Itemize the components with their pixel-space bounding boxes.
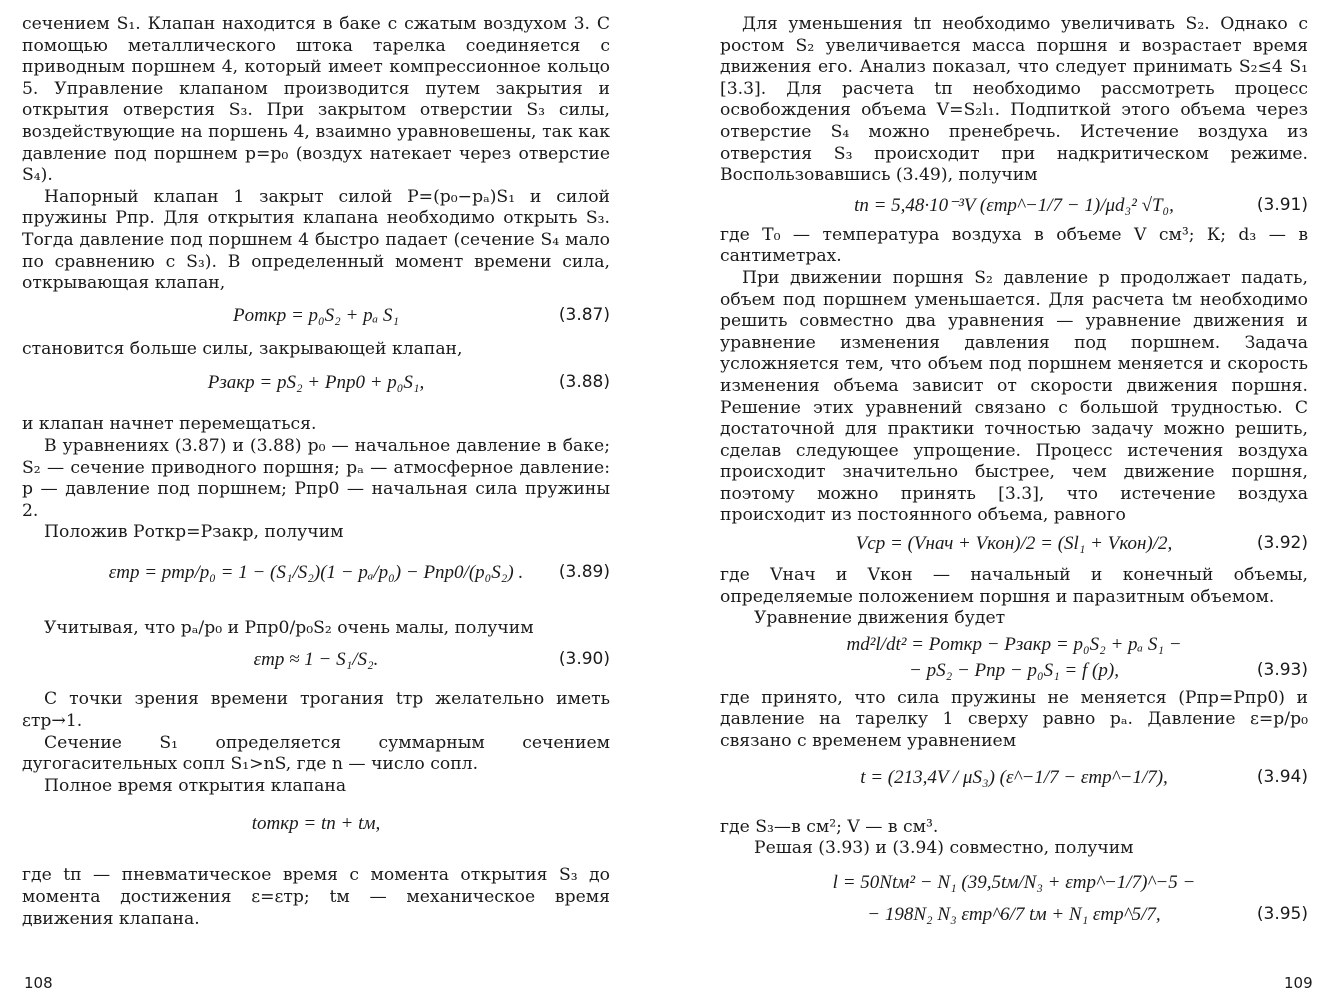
equation-body: − 198N₂ N₃ εтр^6/7 tм + N₁ εтр^5/7, <box>867 903 1161 925</box>
equation-3-90 <box>22 649 610 689</box>
equation-number: (3.89) <box>558 561 610 582</box>
equation-body: Pоткр = p₀S₂ + pₐ S₁ <box>233 304 399 326</box>
left-para-1: сечением S₁. Клапан находится в баке с сжатым воздухом 3. С помощью металлического штока тарелка соединяется с приводным поршнем 4, который имеет компрессионное кольцо 5. Управление клапаном производится путем закрытия и открытия отверстия S₃. При закрытом отверстии S₃ силы, воздействующие на поршень 4, взаимно уравновешены, так как давление под поршнем p=p₀ (воздух натекает через отверстие S₄). <box>22 14 610 186</box>
equation-3-93-line-2 <box>720 660 1308 688</box>
left-para-10: Полное время открытия клапана <box>44 775 347 796</box>
equation-3-87 <box>22 305 610 339</box>
right-para-6: где принято, что сила пружины не меняется (Pпр=Pпр0) и давление на тарелку 1 сверху равно pₐ. Давление ε=p/p₀ связано с временем уравнением <box>720 687 1308 752</box>
equation-3-91 <box>720 195 1308 225</box>
page-number-right: 109 <box>1284 974 1313 992</box>
right-para-3: При движении поршня S₂ давление p продолжает падать, объем под поршнем уменьшается. Для расчета tм необходимо решить совместно два уравнения — уравнение движения и уравнение изменения давления под поршнем. Задача усложняется тем, что объем под поршнем меняется и скорость изменения объема зависит от скорости движения поршня. Решение этих уравнений связано с большой трудностью. С достаточной для практики точностью задачу можно решить, сделав следующее упрощение. Процесс истечения воздуха происходит значительно быстрее, чем движение поршня, поэтому можно принять [3.3], что истечение воздуха происходит из постоянного объема, равного <box>720 267 1308 526</box>
equation-t-otkr <box>22 813 610 865</box>
equation-number: (3.94) <box>1256 766 1308 787</box>
right-para-8: Решая (3.93) и (3.94) совместно, получим <box>754 838 1134 859</box>
equation-number: (3.90) <box>558 649 610 670</box>
equation-3-88 <box>22 372 610 414</box>
equation-number: (3.88) <box>558 372 610 393</box>
equation-body: md²l/dt² = Pоткр − Pзакр = p₀S₂ + pₐ S₁ − <box>846 633 1182 655</box>
left-para-6: Положив Pоткр=Pзакр, получим <box>44 522 344 543</box>
right-para-4: где Vнач и Vкон — начальный и конечный объемы, определяемые положением поршня и паразитным объемом. <box>720 565 1308 607</box>
equation-number: (3.91) <box>1256 194 1308 215</box>
equation-3-93-line-1 <box>720 634 1308 660</box>
page-number-left: 108 <box>24 974 53 992</box>
left-para-11: где tп — пневматическое время с момента открытия S₃ до момента достижения ε=εтр; tм — механическое время движения клапана. <box>22 865 610 929</box>
left-para-2: Напорный клапан 1 закрыт силой P=(p₀−pₐ)S₁ и силой пружины Pпр. Для открытия клапана необходимо открыть S₃. Тогда давление под поршнем 4 быстро падает (сечение S₄ мало по сравнению с S₃). В определенный момент времени сила, открывающая клапан, <box>22 186 610 294</box>
equation-number: (3.95) <box>1256 903 1308 924</box>
right-page <box>720 14 1308 932</box>
equation-3-95-line-2 <box>720 904 1308 932</box>
left-para-7: Учитывая, что pₐ/p₀ и Pпр0/p₀S₂ очень малы, получим <box>44 617 534 638</box>
right-para-1: Для уменьшения tп необходимо увеличивать S₂. Однако с ростом S₂ увеличивается масса поршня и возрастает время движения его. Анализ показал, что следует принимать S₂≤4 S₁ [3.3]. Для расчета tп необходимо рассмотреть процесс освобождения объема V=S₂l₁. Подпиткой этого объема через отверстие S₄ можно пренебречь. Истечение воздуха из отверстия S₃ происходит при надкритическом режиме. Воспользовавшись (3.49), получим <box>720 14 1308 186</box>
equation-body: l = 50Ntм² − N₁ (39,5tм/N₃ + εтр^−1/7)^−5 − <box>832 871 1196 893</box>
equation-3-92 <box>720 533 1308 565</box>
equation-body: tоткр = tп + tм, <box>251 813 381 835</box>
left-para-8: С точки зрения времени трогания tтр желательно иметь εтр→1. <box>22 689 610 732</box>
left-para-4: и клапан начнет перемещаться. <box>22 414 317 435</box>
equation-body: tп = 5,48·10⁻³V (εтр^−1/7 − 1)/μd₃² √T₀, <box>854 194 1174 216</box>
equation-body: Vср = (Vнач + Vкон)/2 = (Sl₁ + Vкон)/2, <box>855 533 1173 555</box>
right-para-2: где T₀ — температура воздуха в объеме V см³; К; d₃ — в сантиметрах. <box>720 224 1308 267</box>
equation-body: εтр = pтр/p₀ = 1 − (S₁/S₂)(1 − pₐ/p₀) − Pпр0/(p₀S₂) . <box>108 561 524 583</box>
right-para-5: Уравнение движения будет <box>754 608 1006 629</box>
left-page <box>22 14 610 930</box>
left-para-3: становится больше силы, закрывающей клапан, <box>22 338 463 359</box>
equation-3-89 <box>22 562 610 618</box>
equation-number: (3.92) <box>1256 533 1308 554</box>
equation-body: t = (213,4V / μS₃) (ε^−1/7 − εтр^−1/7), <box>860 766 1168 788</box>
equation-body: εтр ≈ 1 − S₁/S₂. <box>253 649 379 671</box>
equation-3-95-line-1 <box>720 872 1308 900</box>
equation-number: (3.87) <box>558 304 610 325</box>
left-para-9: Сечение S₁ определяется суммарным сечением дугогасительных сопл S₁>nS, где n — число сопл. <box>22 732 610 775</box>
equation-3-94 <box>720 767 1308 817</box>
equation-number: (3.93) <box>1256 659 1308 680</box>
right-para-7: где S₃—в см²; V — в см³. <box>720 816 939 837</box>
left-para-5: В уравнениях (3.87) и (3.88) p₀ — начальное давление в баке; S₂ — сечение приводного поршня; pₐ — атмосферное давление: p — давление под поршнем; Pпр0 — начальная сила пружины 2. <box>22 435 610 521</box>
equation-body: − pS₂ − Pпр − p₀S₁ = f (p), <box>909 659 1119 681</box>
equation-body: Pзакр = pS₂ + Pпр0 + p₀S₁, <box>207 372 425 394</box>
